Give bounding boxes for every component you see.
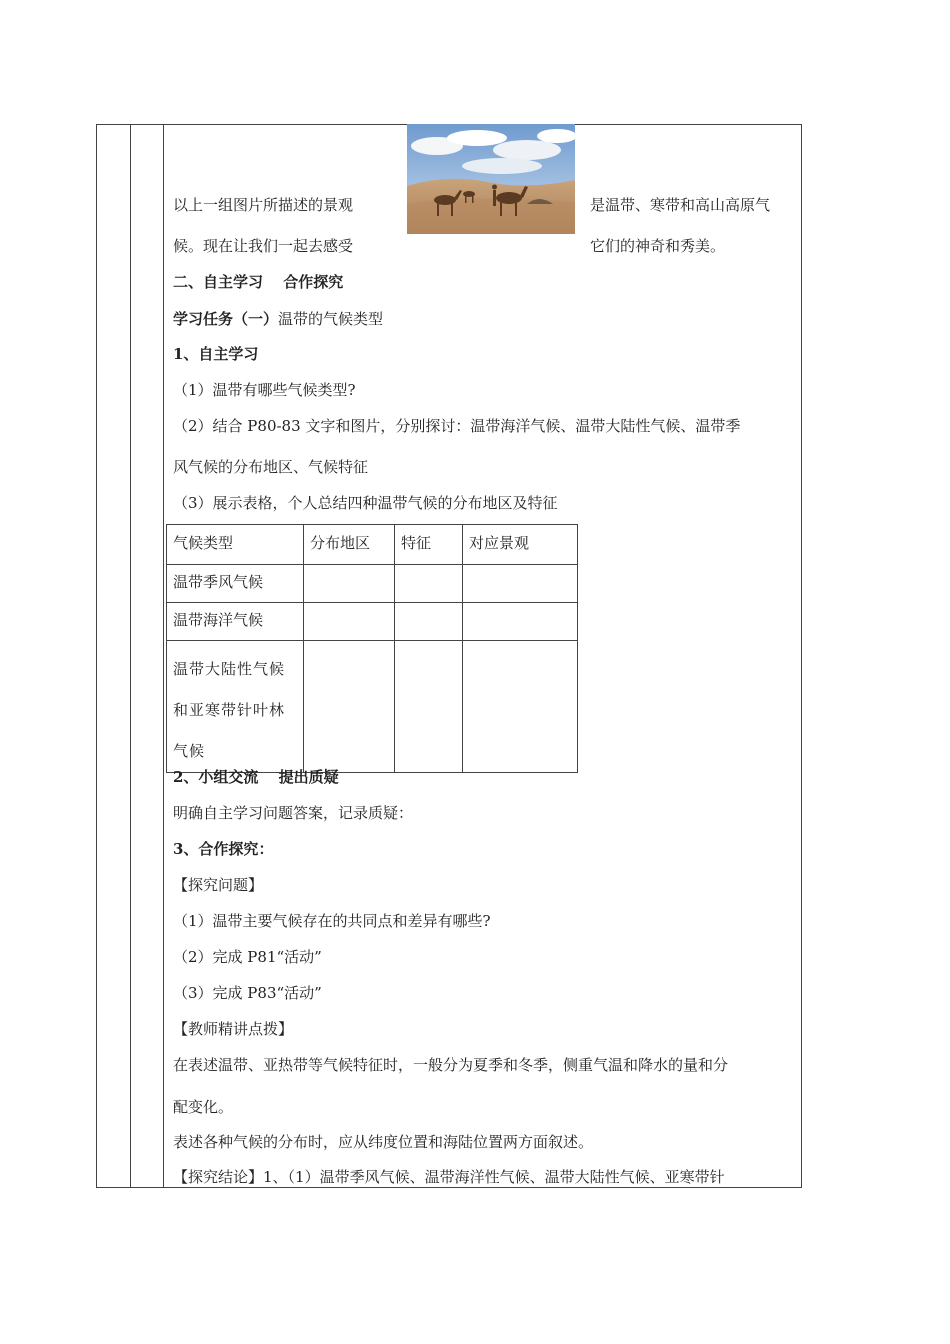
- table-cell: [167, 641, 304, 773]
- table-cell: [304, 603, 395, 641]
- climate-table: [166, 524, 578, 773]
- column-divider-1: [130, 124, 131, 1188]
- section-heading: 二、自主学习 合作探究: [173, 273, 344, 291]
- problem-1: （1）温带主要气候存在的共同点和差异有哪些?: [173, 912, 491, 930]
- group-text: 明确自主学习问题答案，记录质疑：: [173, 804, 414, 822]
- question-2-line1: （2）结合 P80-83 文字和图片，分别探讨：温带海洋气候、温带大陆性气候、温带季: [173, 417, 741, 435]
- task1-heading: [173, 309, 383, 329]
- table-header-cell: 特征: [395, 525, 463, 565]
- table-cell: [395, 641, 463, 773]
- table-cell: 温带季风气候: [167, 565, 304, 603]
- coop-title: 3、合作探究：: [173, 840, 274, 858]
- table-row: [167, 641, 578, 773]
- question-3: （3）展示表格，个人总结四种温带气候的分布地区及特征: [173, 494, 558, 512]
- intro-line2-right: 它们的神奇和秀美。: [590, 237, 726, 255]
- question-1: （1）温带有哪些气候类型?: [173, 381, 356, 399]
- table-cell: [304, 641, 395, 773]
- conclusion-line: [173, 1167, 725, 1187]
- table-header-cell: 分布地区: [304, 525, 395, 565]
- table-header-cell: 气候类型: [167, 525, 304, 565]
- camel-desert-photo: [407, 124, 575, 234]
- task1-text: 温带的气候类型: [278, 310, 384, 328]
- teacher-line3: 表述各种气候的分布时，应从纬度位置和海陆位置两方面叙述。: [173, 1133, 594, 1151]
- column-divider-2: [163, 124, 164, 1188]
- task1-label: 学习任务（一）: [173, 310, 279, 328]
- table-cell: 温带海洋气候: [167, 603, 304, 641]
- table-cell: [395, 565, 463, 603]
- table-cell-line: 温带大陆性气候: [173, 660, 286, 678]
- intro-line1-left: 以上一组图片所描述的景观: [173, 196, 354, 214]
- table-cell: [463, 641, 578, 773]
- table-row: [167, 565, 578, 603]
- conclusion-heading: 【探究结论】: [173, 1168, 264, 1186]
- table-cell: [304, 565, 395, 603]
- intro-line1-right: 是温带、寒带和高山高原气: [590, 196, 771, 214]
- teacher-line1: 在表述温带、亚热带等气候特征时，一般分为夏季和冬季，侧重气温和降水的量和分: [173, 1056, 729, 1074]
- table-row: [167, 603, 578, 641]
- table-cell-line: 和亚寒带针叶林: [173, 701, 286, 719]
- problem-2: （2）完成 P81“活动”: [173, 948, 322, 966]
- intro-line2-left: 候。现在让我们一起去感受: [173, 237, 354, 255]
- table-cell: [463, 603, 578, 641]
- problem-3: （3）完成 P83“活动”: [173, 984, 322, 1002]
- question-2-line2: 风气候的分布地区、气候特征: [173, 458, 369, 476]
- table-header-row: [167, 525, 578, 565]
- problem-heading: 【探究问题】: [173, 876, 264, 894]
- teacher-line2: 配变化。: [173, 1098, 234, 1116]
- table-cell-line: 气候: [173, 742, 206, 760]
- table-header-cell: 对应景观: [463, 525, 578, 565]
- teacher-heading: 【教师精讲点拨】: [173, 1020, 294, 1038]
- table-cell: [395, 603, 463, 641]
- self-study-title: 1、自主学习: [173, 345, 259, 363]
- conclusion-text: 1、（1）温带季风气候、温带海洋性气候、温带大陆性气候、亚寒带针: [263, 1168, 725, 1186]
- table-cell: [463, 565, 578, 603]
- group-title: 2、小组交流 提出质疑: [173, 768, 339, 786]
